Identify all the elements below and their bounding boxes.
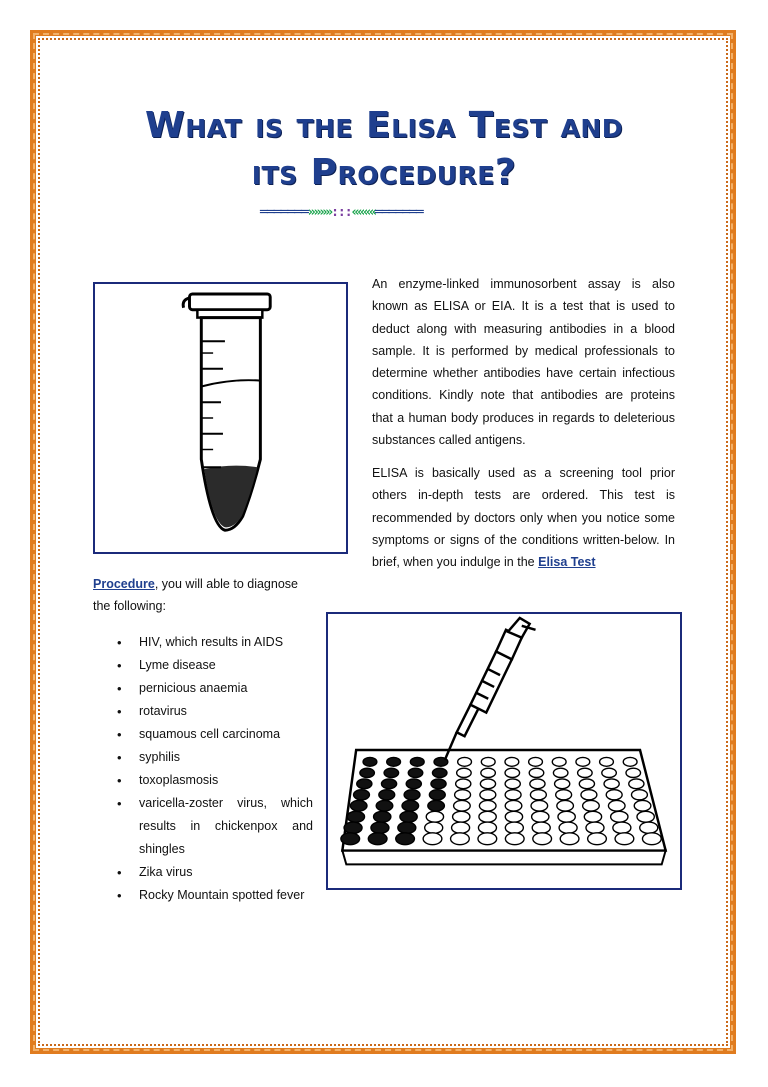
plate-well [530,779,545,789]
plate-well [623,757,637,766]
plate-well [637,811,654,822]
plate-well [374,811,391,822]
plate-well [426,811,443,822]
pipette-microplate-icon [328,614,680,888]
condition-item: • HIV, which results in AIDS [93,631,313,654]
plate-well [363,757,377,766]
plate-well [586,822,604,833]
condition-item: • pernicious anaemia [93,677,313,700]
plate-well [398,822,416,833]
plate-well [579,779,594,789]
plate-well [631,790,647,800]
plate-well [602,768,617,777]
plate-well [505,800,522,811]
plate-well [457,768,472,777]
plate-well [455,790,471,800]
plate-well [396,833,415,845]
plate-well [423,833,442,845]
procedure-link[interactable]: Procedure [93,577,155,591]
intro-paragraph: An enzyme-linked immunosorbent assay is also known as ELISA or EIA. It is a test that is used to deduct along with measuring antibodies in a blood sample. It is performed by medical professionals to determine whether antibodies have certain infectious conditions. Kindly note that antibodies are proteins that a human body produces in regards to deleterious substances called antigens. [372,277,675,448]
plate-well [478,822,496,833]
condition-item: • Lyme disease [93,654,313,677]
plate-well [387,757,401,766]
condition-item: • varicella-zoster virus, which results in chickenpox and shingles [93,792,313,861]
plate-well [505,790,521,800]
plate-well [576,757,590,766]
divider-left: ═══════ [260,205,308,220]
plate-well [560,833,579,845]
plate-well [408,768,423,777]
plate-well [480,790,496,800]
plate-well [478,833,497,845]
plate-well [600,757,614,766]
plate-well [642,833,661,845]
plate-well [384,768,399,777]
plate-well [581,790,597,800]
plate-well [531,800,548,811]
plate-well [432,768,447,777]
plate-well [611,811,628,822]
plate-well [559,822,577,833]
divider-arrows-right: »»»» [307,205,332,220]
title-line-2: its Procedure? [251,152,517,193]
plate-well [381,779,396,789]
plate-well [583,800,600,811]
plate-well [431,779,446,789]
plate-well [410,757,424,766]
plate-well [532,822,550,833]
usage-paragraph [372,462,675,573]
plate-well [529,757,543,766]
plate-well [557,800,574,811]
plate-well [556,790,572,800]
plate-well [640,822,658,833]
plate-well [480,779,495,789]
plate-well [453,811,470,822]
plate-well [406,779,421,789]
plate-well [604,779,619,789]
plate-well [458,757,472,766]
plate-well [629,779,644,789]
title-line-1: What is the Elisa Test and [144,105,623,146]
plate-well [615,833,634,845]
elisa-test-link[interactable]: Elisa Test [538,555,596,570]
page-title [60,102,708,196]
plate-well [341,833,360,845]
plate-well [479,800,496,811]
plate-well [347,811,364,822]
plate-well [588,833,607,845]
plate-well [481,768,496,777]
plate-well [371,822,389,833]
divider-right: ═══════ [374,205,423,220]
usage-text: ELISA is basically used as a screening tool prior others in-depth tests are ordered. This test is recommended by doctors only when you notice some symptoms or signs of the conditions written-below. In brief, when you indulge in the [372,466,675,570]
plate-well [456,779,471,789]
condition-item: • squamous cell carcinoma [93,723,313,746]
plate-well [608,800,625,811]
plate-well [555,779,570,789]
divider-dots: ::: [331,205,352,220]
plate-well [505,768,520,777]
plate-well [379,790,395,800]
plate-image-frame [326,612,682,890]
plate-well [505,822,523,833]
plate-well [354,790,370,800]
conditions-list [93,631,313,907]
plate-well [451,833,470,845]
plate-well [357,779,372,789]
divider-arrows-left: «««« [351,205,375,220]
plate-well [376,800,393,811]
condition-item: • toxoplasmosis [93,769,313,792]
plate-well [578,768,593,777]
plate-well [634,800,651,811]
plate-well [553,768,568,777]
microcentrifuge-tube-icon [95,284,346,552]
diagnose-paragraph [93,573,312,618]
plate-well [533,833,552,845]
plate-well [626,768,641,777]
plate-well [368,833,387,845]
plate-well [429,790,445,800]
plate-well [479,811,496,822]
plate-well [402,800,419,811]
condition-item: • syphilis [93,746,313,769]
plate-well [505,757,519,766]
plate-well [350,800,367,811]
title-divider [260,203,508,223]
plate-well [360,768,375,777]
plate-well [454,800,471,811]
plate-well [584,811,601,822]
plate-well [505,811,522,822]
plate-well [425,822,443,833]
plate-well [613,822,631,833]
plate-well [505,779,520,789]
plate-well [481,757,495,766]
plate-well [530,790,546,800]
plate-well [452,822,470,833]
condition-item: • rotavirus [93,700,313,723]
diagnose-text: , you will able to diagnose the following: [93,577,298,614]
plate-well [400,811,417,822]
plate-well [505,833,524,845]
condition-item: • Rocky Mountain spotted fever [93,884,313,907]
plate-well [404,790,420,800]
plate-well [344,822,362,833]
plate-well [428,800,445,811]
plate-well [552,757,566,766]
plate-well [529,768,544,777]
plate-well [606,790,622,800]
plate-well [558,811,575,822]
condition-item: • Zika virus [93,861,313,884]
tube-image-frame [93,282,348,554]
plate-well [532,811,549,822]
